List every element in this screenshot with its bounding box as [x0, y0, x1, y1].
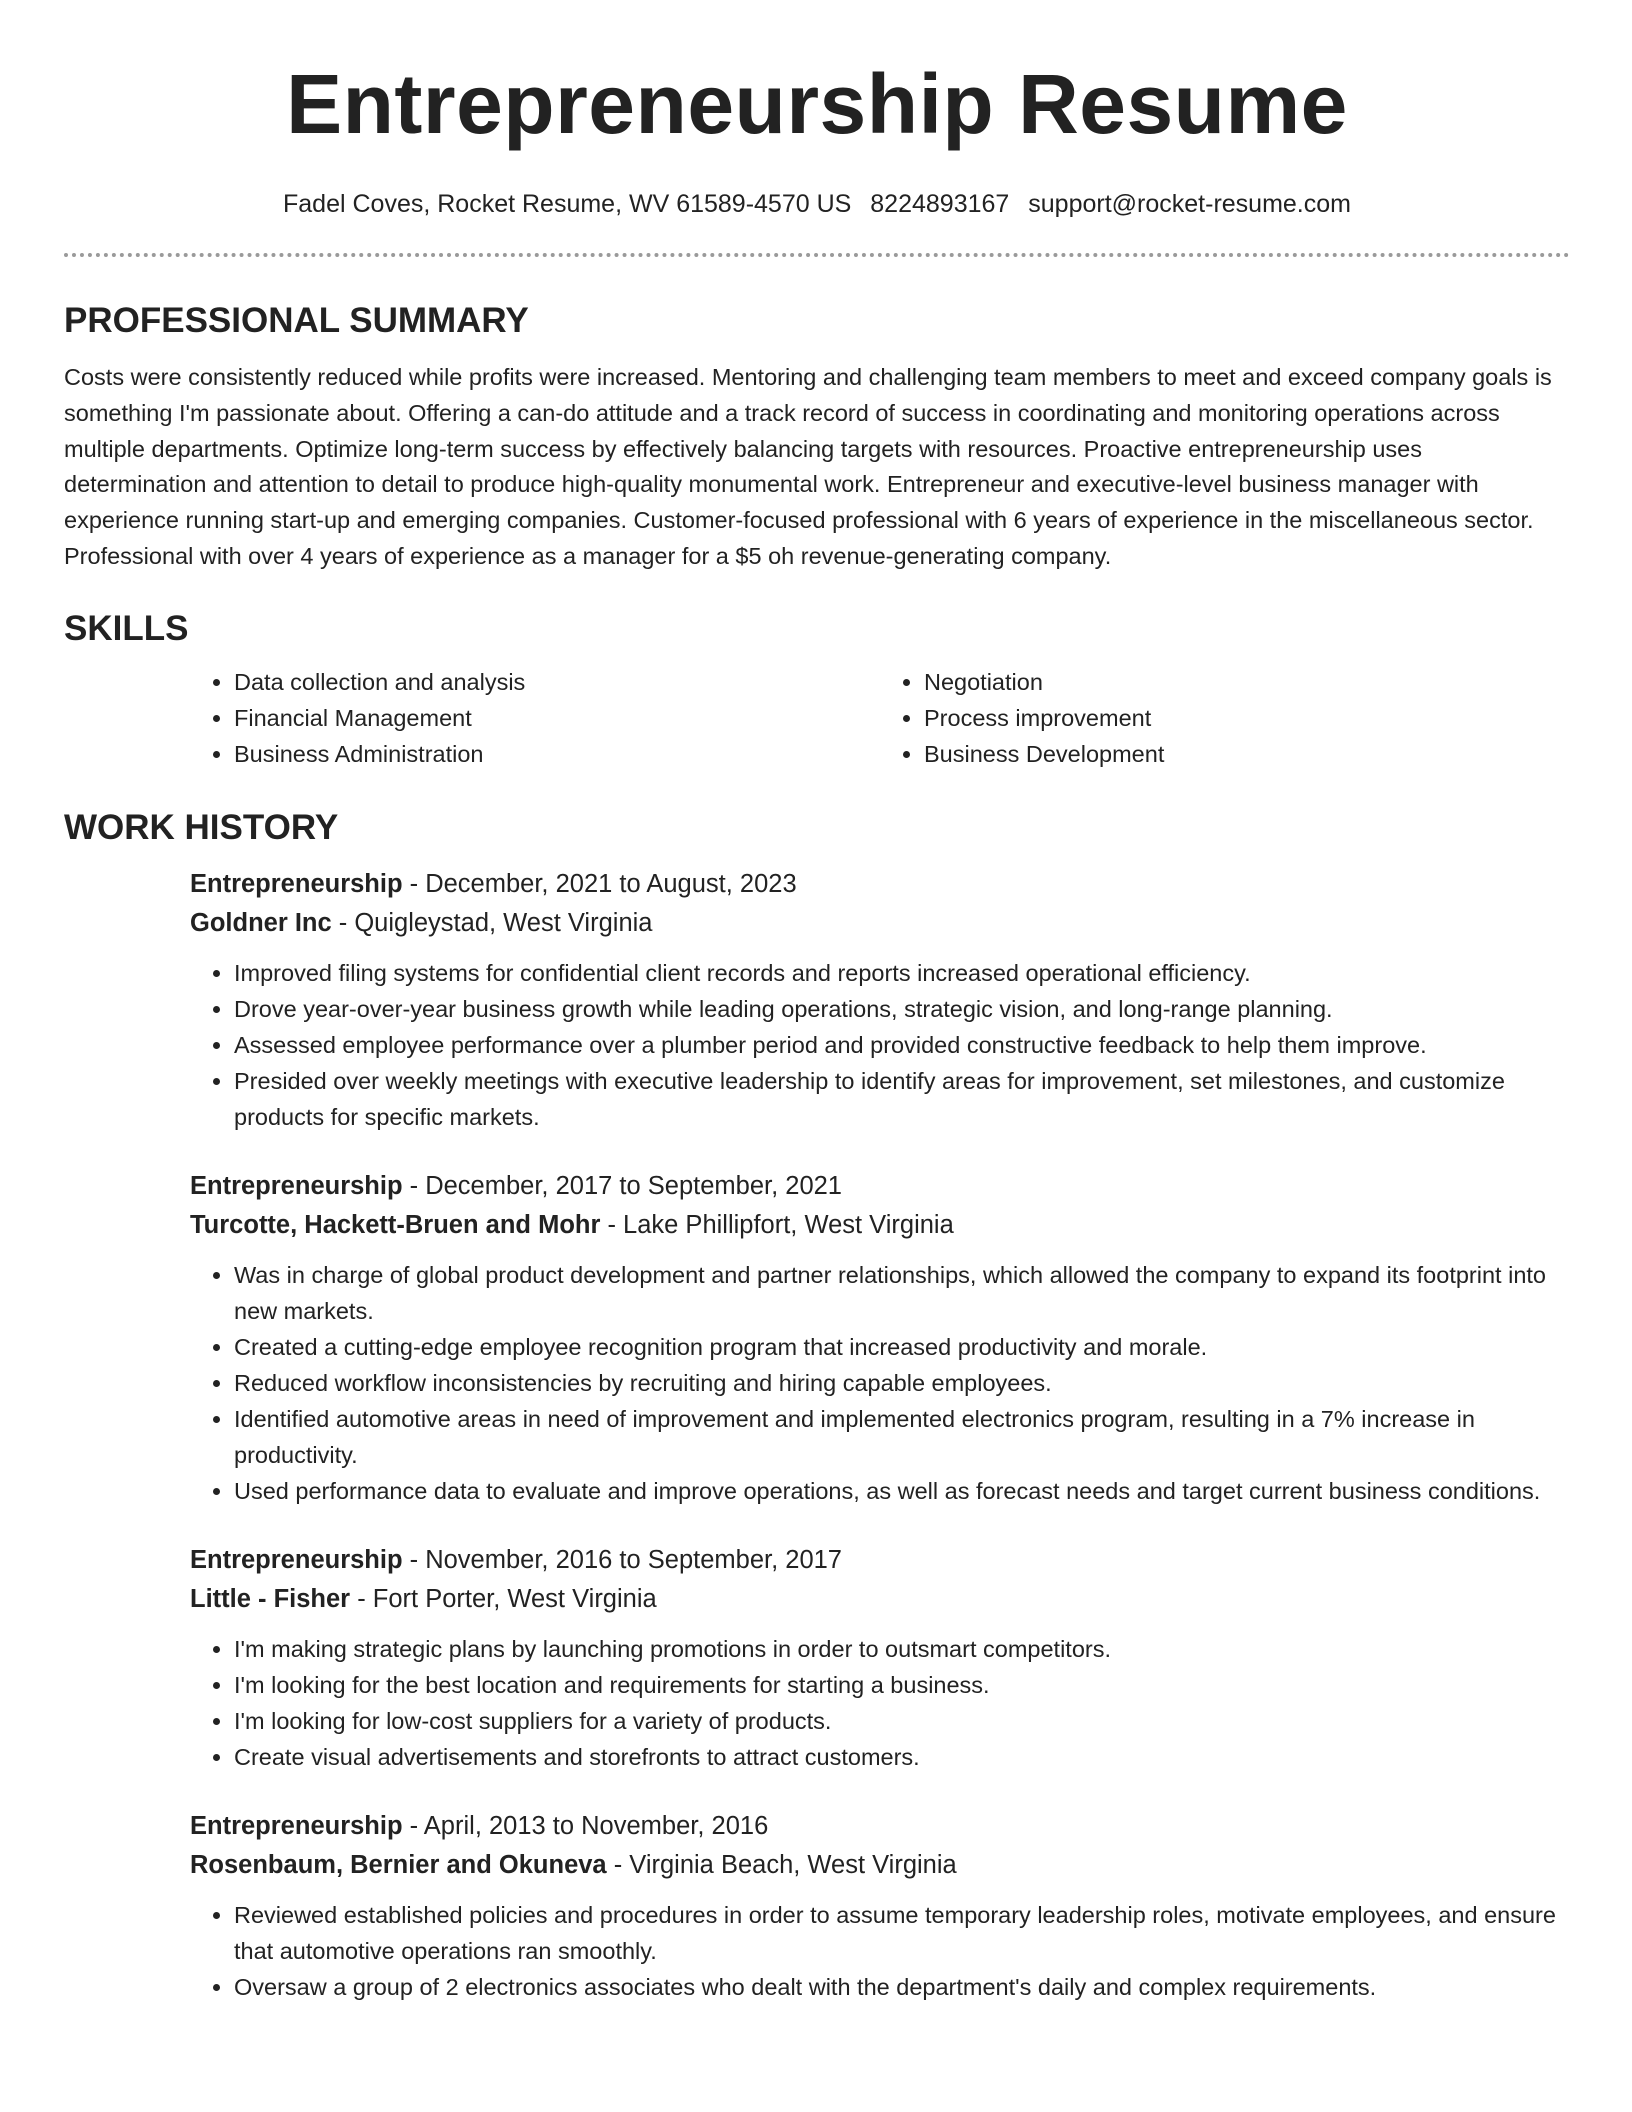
job-entry — [190, 1541, 1570, 1775]
job-bullet: • Drove year-over-year business growth while leading operations, strategic vision, and long-range planning. — [234, 991, 1570, 1027]
job-title: Entrepreneurship — [190, 1545, 403, 1574]
resume-page — [64, 0, 1570, 2005]
contact-email: support@rocket-resume.com — [1028, 190, 1351, 218]
skills-list — [190, 664, 1570, 772]
job-bullets — [190, 1631, 1570, 1775]
job-company: Rosenbaum, Bernier and Okuneva — [190, 1850, 607, 1879]
job-location: - Fort Porter, West Virginia — [350, 1584, 657, 1613]
job-bullets — [190, 1897, 1570, 2005]
contact-phone: 8224893167 — [870, 190, 1010, 218]
job-bullet: • Assessed employee performance over a plumber period and provided constructive feedback to help them improve. — [234, 1027, 1570, 1063]
contact-line — [64, 190, 1570, 219]
summary-heading: PROFESSIONAL SUMMARY — [64, 301, 529, 340]
job-location: - Quigleystad, West Virginia — [331, 908, 653, 937]
job-company-line — [190, 1580, 1570, 1619]
job-bullet: • Create visual advertisements and storefronts to attract customers. — [234, 1739, 1570, 1775]
work-history-heading: WORK HISTORY — [64, 807, 339, 847]
job-company: Turcotte, Hackett-Bruen and Mohr — [190, 1210, 601, 1239]
job-company: Goldner Inc — [190, 908, 332, 937]
job-dates: - December, 2021 to August, 2023 — [402, 869, 797, 898]
skill-item: • Process improvement — [924, 700, 1570, 736]
job-entry — [190, 1167, 1570, 1509]
job-bullet: • Reviewed established policies and procedures in order to assume temporary leadership roles, motivate employees, and ensure that automotive operations ran smoothly. — [234, 1897, 1570, 1969]
job-entry — [190, 1807, 1570, 2005]
job-dates: - November, 2016 to September, 2017 — [402, 1545, 842, 1574]
skill-item: • Business Administration — [234, 736, 880, 772]
job-bullet: • Improved filing systems for confidential client records and reports increased operational efficiency. — [234, 955, 1570, 991]
job-title: Entrepreneurship — [190, 1811, 403, 1840]
skills-heading: SKILLS — [64, 608, 189, 648]
job-title-line — [190, 1541, 1570, 1580]
job-company-line — [190, 904, 1570, 943]
job-bullet: • I'm looking for low-cost suppliers for a variety of products. — [234, 1703, 1570, 1739]
job-bullet: • Oversaw a group of 2 electronics associates who dealt with the department's daily and complex requirements. — [234, 1969, 1570, 2005]
resume-title: Entrepreneurship Resume — [286, 57, 1348, 151]
skill-item: • Financial Management — [234, 700, 880, 736]
header-divider — [64, 253, 1570, 257]
job-bullet: • I'm making strategic plans by launching promotions in order to outsmart competitors. — [234, 1631, 1570, 1667]
skills-column-left — [190, 664, 880, 772]
job-company-line — [190, 1846, 1570, 1885]
job-bullet: • Was in charge of global product development and partner relationships, which allowed the company to expand its footprint into new markets. — [234, 1257, 1570, 1329]
job-dates: - April, 2013 to November, 2016 — [402, 1811, 769, 1840]
job-bullets — [190, 955, 1570, 1135]
job-bullet: • Presided over weekly meetings with executive leadership to identify areas for improvement, set milestones, and customize products for specific markets. — [234, 1063, 1570, 1135]
skill-item: • Business Development — [924, 736, 1570, 772]
job-entry — [190, 865, 1570, 1135]
skill-item: • Data collection and analysis — [234, 664, 880, 700]
skills-column-right — [880, 664, 1570, 772]
job-company-line — [190, 1206, 1570, 1245]
job-title: Entrepreneurship — [190, 869, 403, 898]
job-title-line — [190, 1167, 1570, 1206]
job-company: Little - Fisher — [190, 1584, 351, 1613]
summary-text: Costs were consistently reduced while profits were increased. Mentoring and challenging team members to meet and exceed company goals is something I'm passionate about. Offering a can-do attitude and a track record of success in coordinating and monitoring operations across multiple departments. Optimize long-term success by effectively balancing targets with resources. Proactive entrepreneurship uses determination and attention to detail to produce high-quality monumental work. Entrepreneur and executive-level business manager with experience running start-up and emerging companies. Customer-focused professional with 6 years of experience in the miscellaneous sector. Professional with over 4 years of experience as a manager for a $5 oh revenue-generating company. — [64, 364, 1552, 569]
job-bullet: • Created a cutting-edge employee recognition program that increased productivity and morale. — [234, 1329, 1570, 1365]
job-bullet: • Identified automotive areas in need of improvement and implemented electronics program, resulting in a 7% increase in productivity. — [234, 1401, 1570, 1473]
job-title-line — [190, 865, 1570, 904]
job-bullet: • I'm looking for the best location and requirements for starting a business. — [234, 1667, 1570, 1703]
job-bullet: • Used performance data to evaluate and improve operations, as well as forecast needs and target current business conditions. — [234, 1473, 1570, 1509]
job-dates: - December, 2017 to September, 2021 — [402, 1171, 842, 1200]
job-title-line — [190, 1807, 1570, 1846]
skill-item: • Negotiation — [924, 664, 1570, 700]
job-location: - Virginia Beach, West Virginia — [606, 1850, 957, 1879]
job-bullets — [190, 1257, 1570, 1509]
job-bullet: • Reduced workflow inconsistencies by recruiting and hiring capable employees. — [234, 1365, 1570, 1401]
job-title: Entrepreneurship — [190, 1171, 403, 1200]
contact-address: Fadel Coves, Rocket Resume, WV 61589-4570 US — [283, 190, 852, 218]
job-location: - Lake Phillipfort, West Virginia — [600, 1210, 954, 1239]
